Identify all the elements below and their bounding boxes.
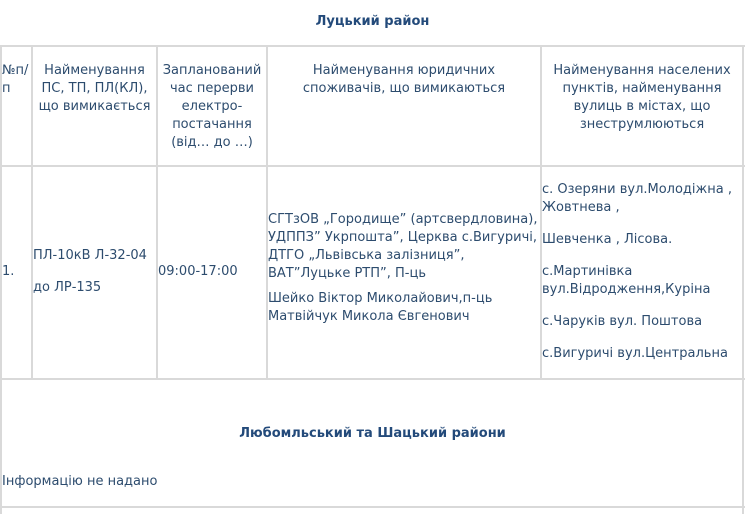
header-number: №п/п: [2, 63, 29, 96]
table-divider: [742, 378, 744, 514]
table-divider: [0, 45, 745, 47]
table-divider: [0, 378, 745, 380]
consumers-text: СГТзОВ „Городище” (артсвердловина), УДППЗ” Укрпошта”, Церква с.Вигуричі, ДТГО „Львівська залізниця”, ВАТ”Луцьке РТП”, П-ць: [268, 212, 538, 281]
region-title: Луцький район: [315, 14, 430, 29]
place-item: с. Озеряни вул.Молодіжна , Жовтнева ,: [542, 182, 732, 215]
place-item: Шевченка , Лісова.: [542, 232, 673, 247]
header-consumers: Найменування юридичних споживачів, що вимикаються: [302, 63, 506, 96]
header-outage-time: Запланований час перерви електро-постачання (від… до …): [162, 63, 262, 150]
table-divider: [31, 45, 33, 380]
ps-line-cell: [33, 247, 155, 297]
table-divider: [0, 506, 745, 508]
row-number: 1.: [2, 264, 15, 279]
table-divider: [742, 45, 744, 380]
table-divider: [0, 165, 745, 167]
outage-time: 09:00-17:00: [158, 264, 238, 279]
places-cell: [542, 181, 740, 363]
place-item: с.Мартинівка вул.Відродження,Куріна: [542, 264, 711, 297]
place-item: с.Вигуричі вул.Центральна: [542, 346, 728, 361]
header-places: Найменування населених пунктів, найменування вулиць в містах, що знеструмлюються: [553, 63, 731, 132]
header-ps-name: Найменування ПС, ТП, ПЛ(КЛ), що вимикається: [38, 63, 151, 114]
region-title: Любомльський та Шацький райони: [239, 426, 506, 441]
ps-line-text: до ЛР-135: [33, 280, 102, 295]
place-item: с.Чаруків вул. Поштова: [542, 314, 703, 329]
ps-line-text: ПЛ-10кВ Л-32-04: [33, 248, 147, 263]
info-not-provided: Інформацію не надано: [2, 474, 158, 489]
consumers-text: Шейко Віктор Миколайович,п-ць Матвійчук Микола Євгенович: [268, 291, 493, 324]
consumers-cell: [268, 211, 539, 326]
table-divider: [0, 378, 2, 514]
